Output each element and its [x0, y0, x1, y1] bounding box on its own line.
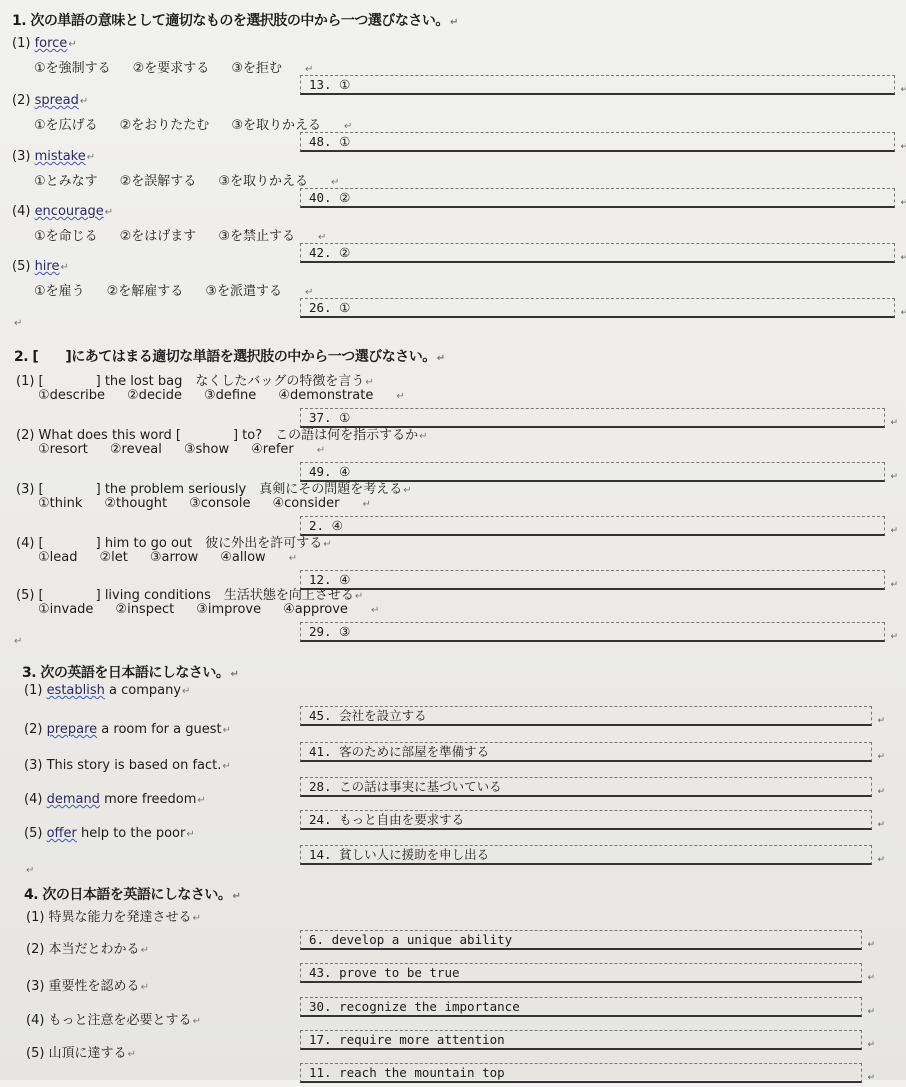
- question-line: (4) もっと注意を必要とする ↵: [26, 1009, 201, 1028]
- question-line: (3) 重要性を認める ↵: [26, 975, 149, 994]
- option: ②thought: [104, 496, 168, 511]
- options-line: [38, 442, 325, 457]
- question-line: [24, 826, 195, 841]
- section-2-title: 2. [ ]にあてはまる適切な単語を選択肢の中から一つ選びなさい。 ↵: [14, 346, 445, 366]
- answer-text: 26. ①: [309, 300, 351, 315]
- vocabulary-word: establish: [46, 683, 105, 698]
- answer-box[interactable]: [300, 570, 885, 590]
- option: ②decide: [127, 388, 182, 403]
- paragraph-mark: ↵: [26, 865, 35, 876]
- options-line: [34, 114, 352, 133]
- question-line: [24, 683, 190, 698]
- option: ②let: [99, 550, 128, 565]
- question-line: [24, 792, 206, 807]
- options-line: [34, 170, 339, 189]
- question-line: (2) What does this word [ ] to? この語は何を指示するか ↵: [16, 424, 428, 443]
- option: ②をはげます: [119, 229, 197, 244]
- paragraph-mark: ↵: [14, 318, 23, 329]
- option: ①を雇う: [34, 284, 85, 299]
- option: ①を命じる: [34, 229, 98, 244]
- question-line: [24, 722, 231, 737]
- vocabulary-word: hire: [34, 259, 60, 274]
- option: ①とみなす: [34, 174, 98, 189]
- answer-box[interactable]: [300, 1063, 862, 1083]
- vocabulary-word: spread: [34, 93, 79, 108]
- question-number: (4): [12, 204, 31, 219]
- answer-box[interactable]: [300, 516, 885, 536]
- options-line: [38, 388, 405, 403]
- phrase-text: This story is based on fact.: [46, 758, 222, 773]
- question-number: (1): [12, 36, 31, 51]
- option: ③arrow: [149, 550, 199, 565]
- answer-box[interactable]: [300, 706, 872, 726]
- answer-box[interactable]: [300, 997, 862, 1017]
- question-line: [12, 149, 95, 164]
- options-line: [34, 225, 326, 244]
- question-line: (5) [ ] living conditions 生活状態を向上させる ↵: [16, 584, 363, 603]
- question-line: (3) [ ] the problem seriously 真剣にその問題を考える ↵: [16, 478, 412, 497]
- question-number: (3): [12, 149, 31, 164]
- phrase-text: a company: [104, 683, 182, 698]
- question-line: (4) [ ] him to go out 彼に外出を許可する ↵: [16, 532, 332, 551]
- question-line: [24, 758, 231, 773]
- answer-box[interactable]: [300, 622, 885, 642]
- option: ②を要求する: [132, 61, 210, 76]
- option: ①invade: [38, 602, 94, 617]
- question-line: [12, 93, 88, 108]
- question-line: [12, 204, 113, 219]
- question-number: (1): [24, 683, 43, 698]
- answer-box[interactable]: [300, 742, 872, 762]
- question-line: [12, 36, 77, 51]
- option: ③を拒む: [231, 61, 282, 76]
- answer-text: 40. ②: [309, 190, 351, 205]
- phrase-text: a room for a guest: [97, 722, 222, 737]
- option: ①lead: [38, 550, 78, 565]
- paragraph-mark: ↵: [14, 636, 23, 647]
- section-3-title: 3. 次の英語を日本語にしなさい。 ↵: [22, 662, 238, 682]
- answer-text: 28. この話は事実に基づいている: [309, 779, 502, 794]
- option: ③define: [203, 388, 257, 403]
- option: ②inspect: [115, 602, 175, 617]
- question-number: (5): [24, 826, 43, 841]
- question-number: (4): [24, 792, 43, 807]
- option: ①を広げる: [34, 118, 98, 133]
- section-1-title: 1. 次の単語の意味として適切なものを選択肢の中から一つ選びなさい。 ↵: [12, 10, 458, 30]
- answer-box[interactable]: [300, 188, 895, 208]
- option: ③improve: [196, 602, 262, 617]
- phrase-text: more freedom: [99, 792, 197, 807]
- answer-text: 49. ④: [309, 464, 351, 479]
- answer-text: 17. require more attention: [309, 1032, 505, 1047]
- option: ②を誤解する: [119, 174, 197, 189]
- question-line: (2) 本当だとわかる ↵: [26, 938, 149, 957]
- question-number: (3): [24, 758, 43, 773]
- options-line: [38, 550, 297, 565]
- vocabulary-word: encourage: [34, 204, 104, 219]
- answer-text: 48. ①: [309, 134, 351, 149]
- answer-box[interactable]: [300, 75, 895, 95]
- option: ①think: [38, 496, 83, 511]
- option: ③を取りかえる: [231, 118, 321, 133]
- answer-text: 2. ④: [309, 518, 343, 533]
- option: ③を派遣する: [205, 284, 282, 299]
- option: ③console: [189, 496, 251, 511]
- question-line: (5) 山頂に達する ↵: [26, 1042, 136, 1061]
- option: ④allow: [220, 550, 266, 565]
- vocabulary-word: offer: [46, 826, 77, 841]
- option: ③show: [183, 442, 230, 457]
- answer-text: 6. develop a unique ability: [309, 932, 513, 947]
- option: ②を解雇する: [106, 284, 184, 299]
- option: ④approve: [283, 602, 348, 617]
- vocabulary-word: mistake: [34, 149, 86, 164]
- answer-text: 29. ③: [309, 624, 351, 639]
- answer-text: 14. 貧しい人に援助を申し出る: [309, 847, 490, 862]
- vocabulary-word: demand: [46, 792, 100, 807]
- phrase-text: help to the poor: [76, 826, 186, 841]
- answer-text: 24. もっと自由を要求する: [309, 812, 465, 827]
- answer-text: 43. prove to be true: [309, 965, 460, 980]
- options-line: [38, 602, 379, 617]
- question-line: (1) 特異な能力を発達させる ↵: [26, 906, 201, 925]
- answer-text: 45. 会社を設立する: [309, 708, 427, 723]
- option: ①resort: [38, 442, 88, 457]
- answer-box[interactable]: [300, 845, 872, 865]
- vocabulary-word: force: [34, 36, 68, 51]
- question-line: (1) [ ] the lost bag なくしたバッグの特徴を言う ↵: [16, 370, 374, 389]
- options-line: [34, 280, 313, 299]
- options-line: [34, 57, 313, 76]
- option: ④demonstrate: [278, 388, 374, 403]
- answer-box[interactable]: [300, 298, 895, 318]
- option: ③を取りかえる: [218, 174, 308, 189]
- answer-text: 11. reach the mountain top: [309, 1065, 505, 1080]
- answer-text: 12. ④: [309, 572, 351, 587]
- answer-text: 30. recognize the importance: [309, 999, 520, 1014]
- answer-box[interactable]: [300, 132, 895, 152]
- question-number: (2): [24, 722, 43, 737]
- answer-box[interactable]: [300, 777, 872, 797]
- option: ④refer: [251, 442, 294, 457]
- answer-box[interactable]: [300, 1030, 862, 1050]
- options-line: [38, 496, 371, 511]
- answer-text: 13. ①: [309, 77, 351, 92]
- section-4-title: 4. 次の日本語を英語にしなさい。 ↵: [24, 884, 240, 904]
- answer-box[interactable]: [300, 243, 895, 263]
- question-number: (2): [12, 93, 31, 108]
- option: ②をおりたたむ: [119, 118, 210, 133]
- answer-box[interactable]: [300, 930, 862, 950]
- vocabulary-word: prepare: [46, 722, 98, 737]
- answer-text: 42. ②: [309, 245, 351, 260]
- answer-box[interactable]: [300, 963, 862, 983]
- option: ①describe: [38, 388, 106, 403]
- question-line: [12, 259, 69, 274]
- answer-text: 37. ①: [309, 410, 351, 425]
- option: ③を禁止する: [218, 229, 295, 244]
- option: ①を強制する: [34, 61, 111, 76]
- answer-text: 41. 客のために部屋を準備する: [309, 744, 490, 759]
- question-number: (5): [12, 259, 31, 274]
- answer-box[interactable]: [300, 810, 872, 830]
- option: ②reveal: [109, 442, 162, 457]
- option: ④consider: [272, 496, 340, 511]
